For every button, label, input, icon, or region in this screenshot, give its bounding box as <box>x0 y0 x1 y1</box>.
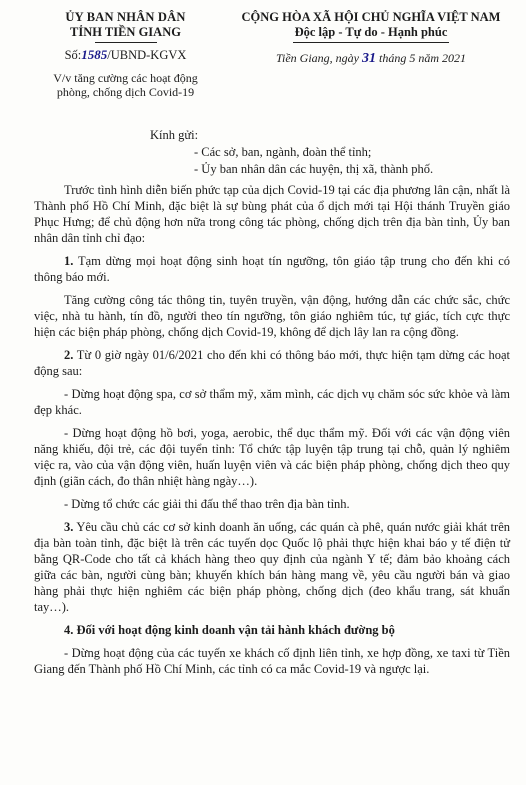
number-prefix: Số: <box>64 48 82 62</box>
agency-name-line2: TỈNH TIỀN GIANG <box>70 25 181 39</box>
section-2-text: Từ 0 giờ ngày 01/6/2021 cho đến khi có thông báo mới, thực hiện tạm dừng các hoạt động sau: <box>34 348 510 378</box>
section-4-bullet-1: - Dừng hoạt động của các tuyến xe khách cố định liên tỉnh, xe hợp đồng, xe taxi từ Tiền Giang đến Thành phố Hồ Chí Minh, các tỉnh có ca mắc Covid-19 và ngược lại. <box>34 646 510 676</box>
section-3-number: 3. <box>64 520 74 534</box>
section-2-paragraph <box>34 347 510 379</box>
document-number <box>18 47 233 63</box>
motto-underline <box>293 42 449 43</box>
date-prefix: Tiền Giang, ngày <box>276 51 362 65</box>
subject-line1: V/v tăng cường các hoạt động <box>53 71 198 85</box>
section-1-text: Tạm dừng mọi hoạt động sinh hoạt tín ngưỡng, tôn giáo tập trung cho đến khi có thông báo mới. <box>34 254 510 284</box>
greeting-label: Kính gửi: <box>150 128 199 142</box>
intro-paragraph: Trước tình hình diễn biến phức tạp của dịch Covid-19 tại các địa phương lân cận, nhất là Thành phố Hồ Chí Minh, đặc biệt là sự bùng phát của ổ dịch mới tại Hội thánh Truyền giáo Phục Hưng; để chủ động hơn nữa trong công tác phòng, chống dịch trên địa bàn tỉnh, Ủy ban nhân dân tỉnh chỉ đạo: <box>34 183 510 245</box>
document-subject <box>18 71 233 99</box>
section-3-paragraph <box>34 519 510 615</box>
section-4-heading-text: 4. Đối với hoạt động kinh doanh vận tải hành khách đường bộ <box>64 623 395 637</box>
recipients-block <box>150 127 433 178</box>
recipient-2: - Ủy ban nhân dân các huyện, thị xã, thành phố. <box>194 162 434 176</box>
handwritten-number: 1585 <box>81 47 108 62</box>
issue-date <box>226 51 516 66</box>
national-header-block <box>226 10 516 66</box>
issuing-agency-block <box>18 10 233 99</box>
section-2-number: 2. <box>64 348 74 362</box>
section-1-number: 1. <box>64 254 74 268</box>
section-1-paragraph-2: Tăng cường công tác thông tin, tuyên truyền, vận động, hướng dẫn các chức sắc, chức việc, nhà tu hành, tín đồ, người theo tín ngưỡng, tôn giáo nghiêm túc, tự giác, tích cực thực hiện các biện pháp phòng, chống dịch Covid-19, không để dịch lây lan ra cộng đồng. <box>34 293 510 339</box>
national-motto: Độc lập - Tự do - Hạnh phúc <box>294 25 448 39</box>
section-1-paragraph <box>34 253 510 285</box>
handwritten-day: 31 <box>362 51 376 66</box>
section-4-heading <box>34 622 510 638</box>
section-2-bullet-1: - Dừng hoạt động spa, cơ sở thẩm mỹ, xăm mình, các dịch vụ chăm sóc sức khỏe và làm đẹp khác. <box>34 387 510 417</box>
recipient-1: - Các sở, ban, ngành, đoàn thể tỉnh; <box>194 145 372 159</box>
section-2-bullet-2: - Dừng hoạt động hồ bơi, yoga, aerobic, thể dục thẩm mỹ. Đối với các vận động viên năng khiếu, đội trẻ, các đội tuyển tỉnh: Tổ chức tập luyện tập trung tại chỗ, quản lý nghiêm việc ra, vào của vận động viên, huấn luyện viên và các biện pháp phòng, chống dịch theo quy định (giãn cách, đo thân nhiệt hàng ngày…). <box>34 426 510 488</box>
agency-name-line1: ỦY BAN NHÂN DÂN <box>65 10 186 24</box>
section-3-text: Yêu cầu chủ các cơ sở kinh doanh ăn uống, các quán cà phê, quán nước giải khát trên địa bàn toàn tỉnh, đặc biệt là trên các tuyến dọc Quốc lộ phải thực hiện khai báo y tế điện tử bằng QR-Code cho tất cả khách hàng theo quy định của ngành Y tế; đảm bảo khoảng cách giữa các bàn, người cùng bàn; khuyến khích bán hàng mang về, yêu cầu người bán và giao hàng phải thực hiện nghiêm các biện pháp phòng, chống dịch (đeo khẩu trang, sát khuẩn tay…). <box>34 520 510 614</box>
section-2-bullet-3: - Dừng tổ chức các giải thi đấu thể thao trên địa bàn tỉnh. <box>64 497 350 511</box>
nation-name: CỘNG HÒA XÃ HỘI CHỦ NGHĨA VIỆT NAM <box>241 10 501 24</box>
number-suffix: /UBND-KGVX <box>107 48 187 62</box>
date-suffix: tháng 5 năm 2021 <box>376 51 466 65</box>
document-body <box>34 182 510 684</box>
subject-line2: phòng, chống dịch Covid-19 <box>56 85 195 99</box>
agency-underline <box>95 42 157 43</box>
